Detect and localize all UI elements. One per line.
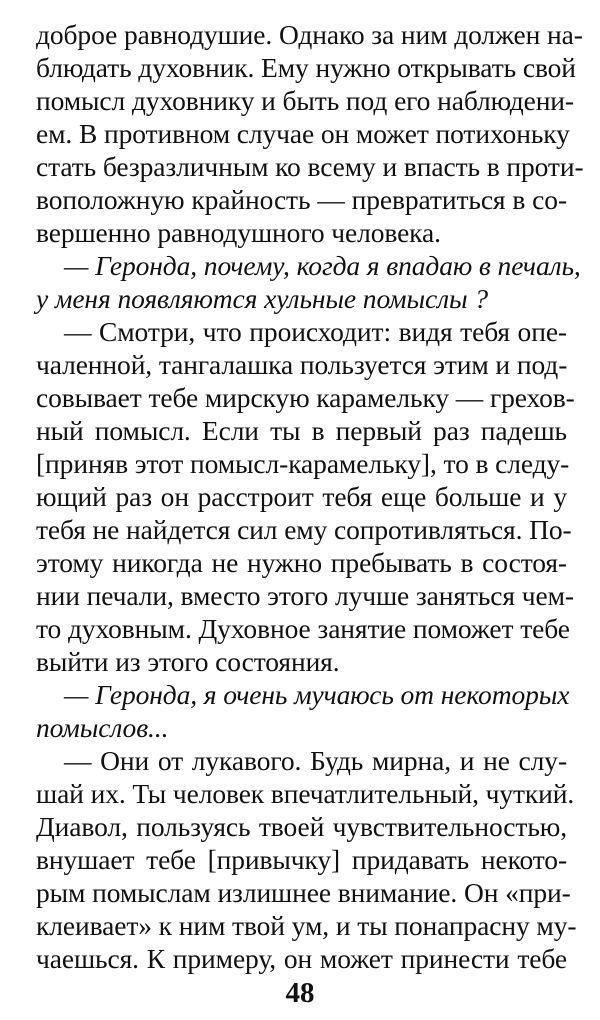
question-line: — Геронда, я очень мучаюсь от некоторых: [64, 679, 570, 710]
text-line: совывает тебе мирскую карамельку — грехов-: [36, 382, 575, 413]
text-line: шай их. Ты человек впечатлительный, чуткий.: [36, 778, 575, 809]
text-line: стать безразличным ко всему и впасть в проти-: [36, 151, 584, 182]
text-line: вершенно равнодушного человека.: [36, 217, 441, 248]
text-line: этому никогда не нужно пребывать в состоя-: [36, 547, 567, 578]
text-line: внушает тебе [привычку] придавать некото-: [36, 844, 567, 875]
text-line: ющий раз он расстроит тебя еще больше и у: [36, 481, 567, 512]
text-line: нии печали, вместо этого лучше заняться чем-: [36, 580, 574, 611]
question-line: у меня появляются хульные помыслы ?: [36, 283, 488, 314]
text-line: — Они от лукавого. Будь мирна, и не слу-: [64, 745, 567, 776]
text-line: Диавол, пользуясь твоей чувствительностью,: [36, 811, 567, 842]
page-number: 48: [285, 977, 315, 1009]
text-line: выйти из этого состояния.: [36, 646, 340, 677]
text-line: рым помыслам излишнее внимание. Он «при-: [36, 877, 571, 908]
text-line: чаленной, тангалашка пользуется этим и под-: [36, 349, 568, 380]
text-line: — Смотри, что происходит: видя тебя опе-: [64, 316, 567, 347]
text-line: блюдать духовник. Ему нужно открывать свой: [36, 52, 576, 83]
text-line: ный помысл. Если ты в первый раз падешь: [36, 415, 567, 446]
text-line: доброе равнодушие. Однако за ним должен на-: [36, 19, 583, 50]
text-line: воположную крайность — превратиться в со-: [36, 184, 567, 215]
text-line: чаешься. К примеру, он может принести тебе: [36, 943, 567, 974]
question-line: помыслов...: [36, 712, 169, 743]
text-line: [приняв этот помысл-карамельку], то в следу-: [36, 448, 570, 479]
text-line: то духовным. Духовное занятие поможет тебе: [36, 613, 570, 644]
text-line: тебя не найдется сил ему сопротивляться. По-: [36, 514, 572, 545]
text-line: ем. В противном случае он может потихоньку: [36, 118, 570, 149]
text-line: клеивает» к ним твой ум, и ты понапрасну му-: [36, 910, 577, 941]
question-line: — Геронда, почему, когда я впадаю в печаль,: [64, 250, 581, 281]
text-line: помысл духовнику и быть под его наблюдени-: [36, 85, 574, 116]
